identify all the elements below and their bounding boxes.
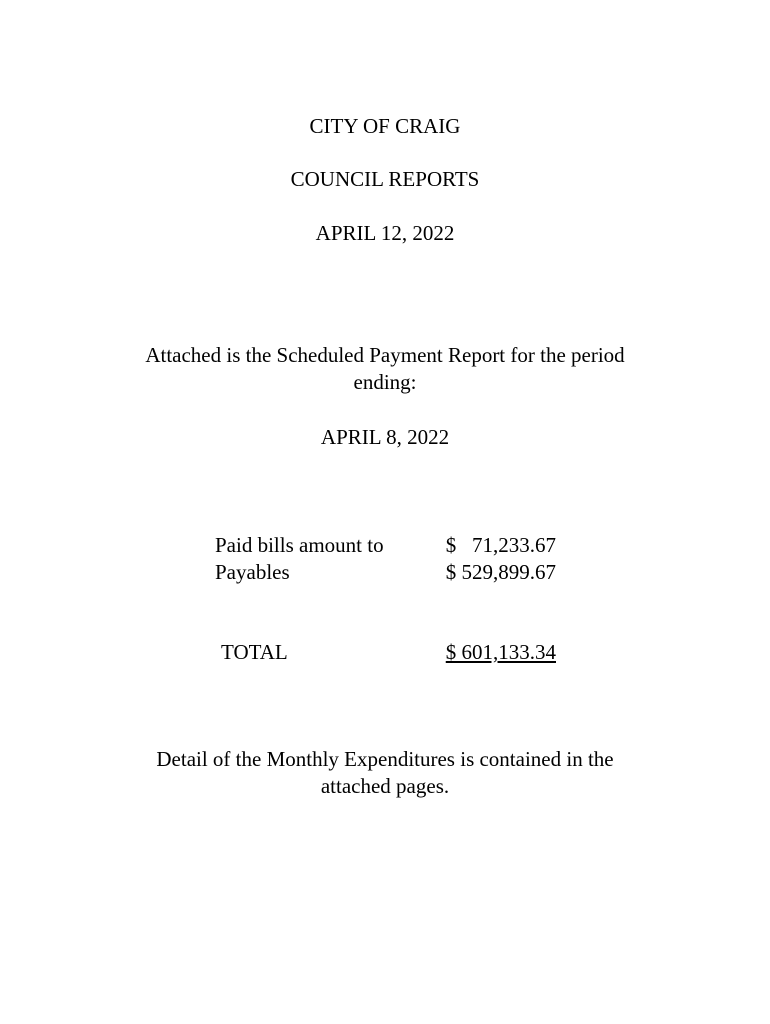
total-amount bbox=[400, 639, 556, 666]
payables-amount: $ 529,899.67 bbox=[445, 560, 556, 584]
organization-name: CITY OF CRAIG bbox=[309, 114, 461, 138]
period-end-date: APRIL 8, 2022 bbox=[320, 425, 450, 449]
report-title: COUNCIL REPORTS bbox=[290, 167, 480, 191]
paid-bills-label: Paid bills amount to bbox=[215, 533, 384, 557]
report-date: APRIL 12, 2022 bbox=[315, 221, 455, 245]
total-label: TOTAL bbox=[221, 640, 288, 664]
total-amount-value: $ 601,133.34 bbox=[445, 640, 556, 664]
payables-label: Payables bbox=[215, 560, 290, 584]
footer-line-2: attached pages. bbox=[320, 774, 450, 798]
intro-line-1: Attached is the Scheduled Payment Report for the period bbox=[145, 343, 625, 367]
footer-line-1: Detail of the Monthly Expenditures is contained in the bbox=[156, 747, 614, 771]
paid-bills-amount: $ 71,233.67 bbox=[445, 533, 556, 557]
intro-line-2: ending: bbox=[353, 370, 417, 394]
